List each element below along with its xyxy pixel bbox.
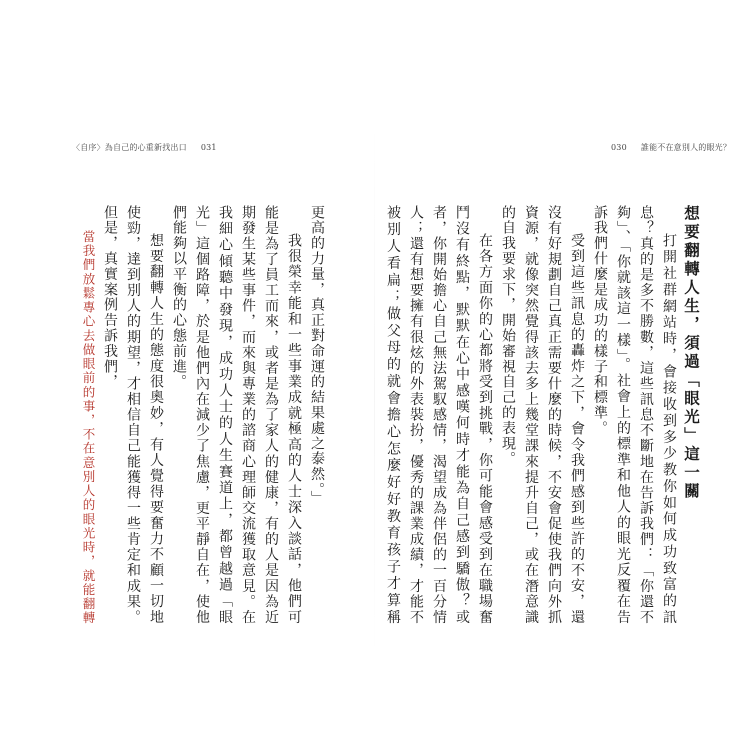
right-running-head [611, 142, 731, 153]
right-page [375, 0, 750, 750]
right-body-text [383, 205, 703, 625]
paragraph: 更高的力量，真正對命運的結果處之泰然。」 [309, 205, 325, 506]
left-running-head [72, 142, 217, 153]
left-page-number: 031 [200, 143, 217, 152]
paragraph: 在各方面你的心都將受到挑戰，你可能會感受到在職場奮鬥沒有終點，默默在心中感嘆何時才能為自己感到驕傲？或者，你開始擔心自己無法駕馭感情，渴望成為伴侶的一百分情人；還有想要擁有很炫的外表裝扮，優秀的課業成績，才能不被別人看扁；做父母的就會擔心怎麼好好教育孩子才算稱 [385, 205, 493, 625]
left-body-text [78, 205, 328, 625]
paragraph: 我很榮幸能和一些事業成就極高的人士深入談話，他們可能是為了員工而來，或者是為了家人的健康，有的人是因為近期發生某些事件，而來與專業的諮商心理師交流獲取意見。在我細心傾聽中發現，成功人士的人生賽道上，都曾越過「眼光」這個路障，於是他們內在減少了焦慮，更平靜自在，使他們能夠以平衡的心態前進。 [171, 205, 302, 625]
right-page-number: 030 [611, 143, 627, 152]
left-running-head-title: 〈自序〉為自己的心重新找出口 [72, 143, 187, 152]
paragraph: 打開社群網站時，會接收到多少教你如何成功致富的訊息？真的是多不勝數，這些訊息不斷地在告訴我們：「你還不夠」、「你就該這一樣」。社會上的標準和他人的眼光反覆在告訴我們什麼是成功的樣子和標準。 [592, 205, 677, 625]
section-heading: 想要翻轉人生，須過「眼光」這一關 [682, 205, 701, 501]
paragraph: 想要翻轉人生的態度很奧妙，有人覺得要奮力不顧一切地使勁，達到別人的期望，才相信自己能獲得一些肯定和成果。但是，真實案例告訴我們， [102, 205, 164, 625]
highlighted-quote: 當我們放鬆專心去做眼前的事，不在意別人的眼光時，就能翻轉 [81, 230, 96, 625]
paragraph: 受到這些訊息的轟炸之下，會令我們感到些許的不安，還沒有好規劃自己真正需要什麼的時候，不安會促使我們向外抓資源，就像突然覺得該去多上幾堂課來提升自己，或在潛意識的自我要求下，開始審視自己的表現。 [500, 205, 585, 625]
right-running-head-title: 誰能不在意別人的眼光？ [640, 143, 732, 152]
